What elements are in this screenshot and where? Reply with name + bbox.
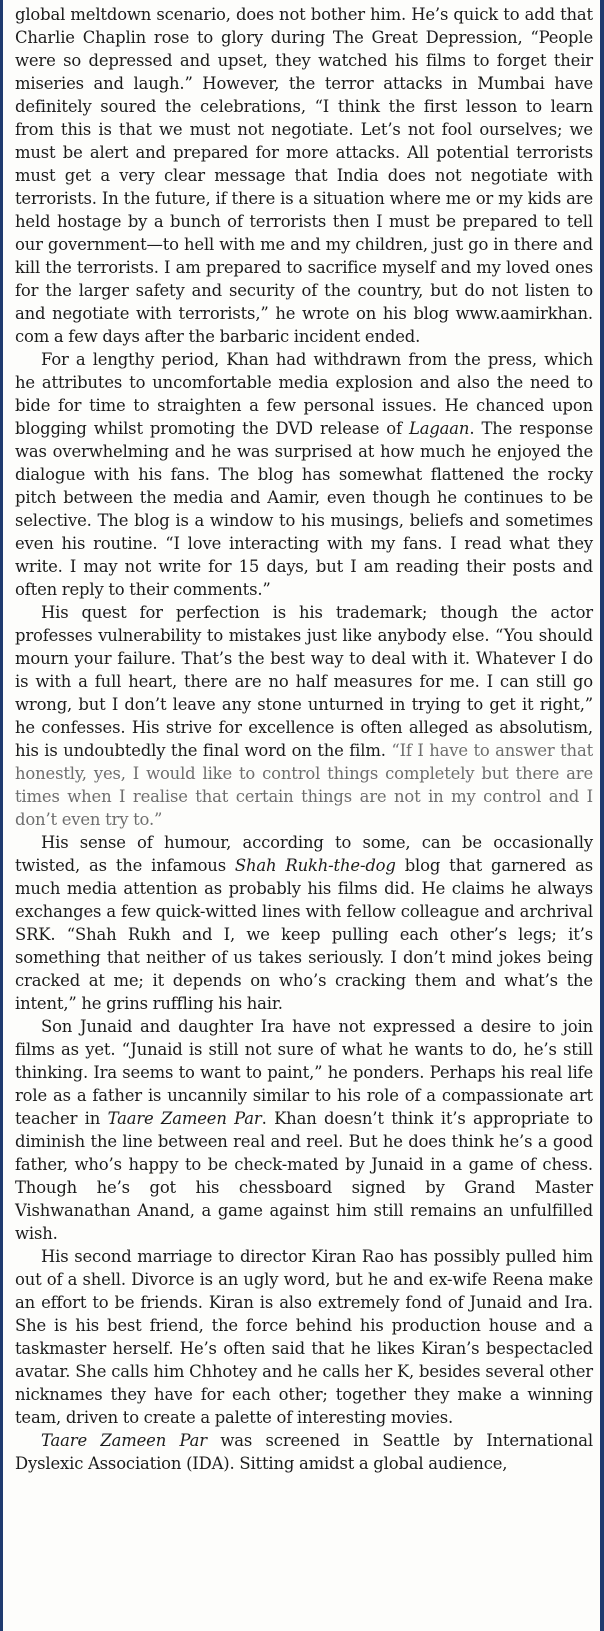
paragraph-6-text: His second marriage to director Kiran Rao has possibly pulled him out of a shell. Divorce is an ugly word, but he and ex-wife Reena make an effort to be friends. Kiran is also extremely fond of Junaid and Ira. She is his best friend, the force behind his production house and a taskmaster herself. He’s often said that he likes Kiran’s bespectacled avatar. She calls him Chhotey and he calls her K, besides several other nicknames they have for each other; together they make a winning team, driven to create a palette of interesting movies. bbox=[15, 1247, 593, 1427]
blog-title-shah-rukh-the-dog: Shah Rukh-the-dog bbox=[234, 856, 396, 875]
paragraph-4-text-a: His sense of humour, according to some, can be occasionally twisted, as the infamous bbox=[15, 833, 593, 875]
paragraph-1-text: global meltdown scenario, does not bother him. He’s quick to add that Charlie Chaplin rose to glory during The Great Depression, “People were so depressed and upset, they watched his films to forget their miseries and laugh.” However, the terror attacks in Mumbai have definitely soured the celebrations, “I think the first lesson to learn from this is that we must not negotiate. Let’s not fool ourselves; we must be alert and prepared for more attacks. All potential terrorists must get a very clear message that India does not negotiate with terrorists. In the future, if there is a situation where me or my kids are held hostage by a bunch of terrorists then I must be prepared to tell our government—to hell with me and my children, just go in there and kill the terrorists. I am prepared to sacrifice myself and my loved ones for the larger safety and security of the country, but do not listen to and negotiate with terrorists,” he wrote on his blog www.aamirkhan. com a few days after the barbaric incident ended. bbox=[15, 5, 593, 346]
paragraph-2-text-a: For a lengthy period, Khan had withdrawn from the press, which he attributes to uncomfortable media explosion and also the need to bide for time to straighten a few personal issues. He chanced upon blogging whilst promoting the DVD release of bbox=[15, 350, 593, 438]
paragraph-7-text: was screened in Seattle by International Dyslexic Association (IDA). Sitting amidst a global audience, bbox=[15, 1431, 593, 1473]
paragraph-5-text-a: Son Junaid and daughter Ira have not expressed a desire to join films as yet. “Junaid is still not sure of what he wants to do, he’s still thinking. Ira seems to want to paint,” he ponders. Perhaps his real life role as a father is uncannily similar to his role of a compassionate art teacher in bbox=[15, 1017, 593, 1128]
article-body bbox=[15, 3, 593, 1475]
paragraph-4-text-b: blog that garnered as much media attention as probably his films did. He claims he always exchanges a few quick-witted lines with fellow colleague and archrival SRK. “Shah Rukh and I, we keep pulling each other’s legs; it’s something that neither of us takes seriously. I don’t mind jokes being cracked at me; it depends on who’s cracking them and what’s the intent,” he grins ruffling his hair. bbox=[15, 856, 593, 1013]
paragraph-1 bbox=[15, 3, 593, 348]
film-title-taare-zameen-par-2: Taare Zameen Par bbox=[41, 1431, 207, 1450]
paragraph-4 bbox=[15, 831, 593, 1015]
paragraph-5-text-b: . Khan doesn’t think it’s appropriate to diminish the line between real and reel. But he does think he’s a good father, who’s happy to be check-mated by Junaid in a game of chess. Though he’s got his chessboard signed by Grand Master Vishwanathan Anand, a game against him still remains an unfulfilled wish. bbox=[15, 1109, 593, 1243]
paragraph-2 bbox=[15, 348, 593, 601]
paragraph-3-faded-quote: “If I have to answer that honestly, yes, I would like to control things completely but there are times when I realise that certain things are not in my control and I don’t even try to.” bbox=[15, 741, 594, 829]
paragraph-6 bbox=[15, 1245, 593, 1429]
paragraph-5 bbox=[15, 1015, 593, 1245]
film-title-lagaan: Lagaan bbox=[408, 419, 470, 438]
film-title-taare-zameen-par: Taare Zameen Par bbox=[107, 1109, 262, 1128]
paragraph-3-text: His quest for perfection is his trademark; though the actor professes vulnerability to mistakes just like anybody else. “You should mourn your failure. That’s the best way to deal with it. Whatever I do is with a full heart, there are no half measures for me. I can still go wrong, but I don’t leave any stone unturned in trying to get it right,” he confesses. His strive for excellence is often alleged as absolutism, his is undoubtedly the final word on the film. bbox=[15, 603, 593, 760]
paragraph-3 bbox=[15, 601, 593, 831]
paragraph-2-text-b: . The response was overwhelming and he was surprised at how much he enjoyed the dialogue with his fans. The blog has somewhat flattened the rocky pitch between the media and Aamir, even though he continues to be selective. The blog is a window to his musings, beliefs and sometimes even his routine. “I love interacting with my fans. I read what they write. I may not write for 15 days, but I am reading their posts and often reply to their comments.” bbox=[15, 419, 593, 599]
paragraph-7 bbox=[15, 1429, 593, 1475]
